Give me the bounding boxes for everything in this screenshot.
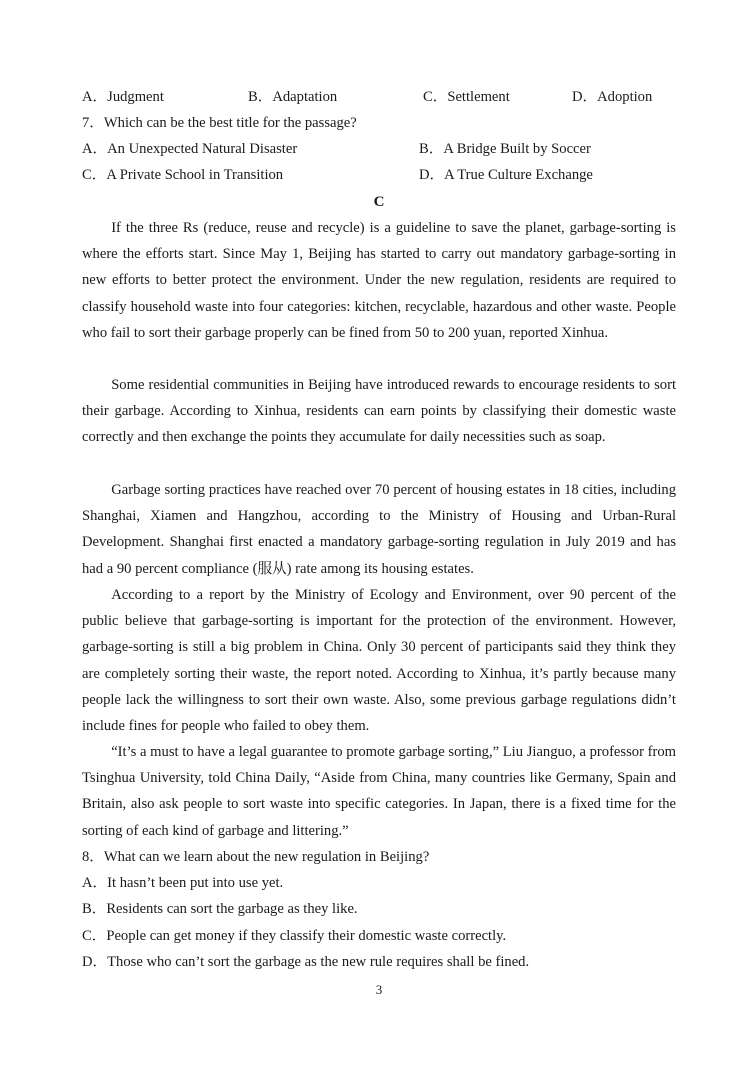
q7-options-row-2 (82, 162, 676, 188)
passage-paragraph-3: Garbage sorting practices have reached over 70 percent of housing estates in 18 cities, including Shanghai, Xiamen and Hangzhou, according to the Ministry of Housing and Urban-Rural Development. Shanghai first enacted a mandatory garbage-sorting regulation in July 2019 and has had a 90 percent compliance (服从) rate among its housing estates. (82, 482, 676, 577)
q7-option-a: A．An Unexpected Natural Disaster (82, 141, 298, 157)
q7-option-b: B．A Bridge Built by Soccer (419, 141, 591, 157)
q8-option-d: D．Those who can’t sort the garbage as the new rule requires shall be fined. (82, 954, 530, 970)
q8-option-b: B．Residents can sort the garbage as they like. (82, 901, 358, 917)
passage-paragraph-5: “It’s a must to have a legal guarantee to promote garbage sorting,” Liu Jianguo, a professor from Tsinghua University, told China Daily, “Aside from China, many countries like Germany, Spain and Britain, also ask people to sort waste into specific categories. In Japan, there is a fixed time for the sorting of each kind of garbage and littering.” (82, 744, 676, 839)
passage-paragraph-1: If the three Rs (reduce, reuse and recycle) is a guideline to save the planet, garbage-sorting is where the efforts start. Since May 1, Beijing has started to carry out mandatory garbage-sorting in new efforts to better protect the environment. Under the new regulation, residents are required to classify household waste into four categories: kitchen, recyclable, hazardous and other waste. People who fail to sort their garbage properly can be fined from 50 to 200 yuan, reported Xinhua. (82, 220, 676, 341)
q6-option-c: C．Settlement (423, 89, 510, 105)
q7-options-row-1 (82, 136, 676, 162)
q6-option-d: D．Adoption (572, 89, 653, 105)
q6-option-b: B．Adaptation (248, 89, 338, 105)
passage-paragraph-4: According to a report by the Ministry of Ecology and Environment, over 90 percent of the public believe that garbage-sorting is important for the protection of the environment. However, garbage-sorting is still a big problem in China. Only 30 percent of participants said they think they are completely sorting their waste, the report noted. According to Xinhua, it’s partly because many people lack the willingness to sort their own waste. Also, some previous garbage regulations didn’t include fines for people who failed to obey them. (82, 587, 676, 735)
q8-stem: 8．What can we learn about the new regulation in Beijing? (82, 849, 430, 865)
q8-option-a: A．It hasn’t been put into use yet. (82, 875, 284, 891)
q7-option-d: D．A True Culture Exchange (419, 167, 593, 183)
q7-stem: 7．Which can be the best title for the passage? (82, 115, 357, 131)
q7-option-c: C．A Private School in Transition (82, 167, 284, 183)
q6-options (82, 84, 676, 110)
passage-paragraph-2: Some residential communities in Beijing have introduced rewards to encourage residents to sort their garbage. According to Xinhua, residents can earn points by classifying their domestic waste correctly and then exchange the points they accumulate for daily necessities such as soap. (82, 377, 676, 446)
section-title: C (373, 194, 385, 210)
q6-option-a: A．Judgment (82, 89, 164, 105)
page-number: 3 (375, 982, 383, 997)
q8-option-c: C．People can get money if they classify their domestic waste correctly. (82, 928, 507, 944)
